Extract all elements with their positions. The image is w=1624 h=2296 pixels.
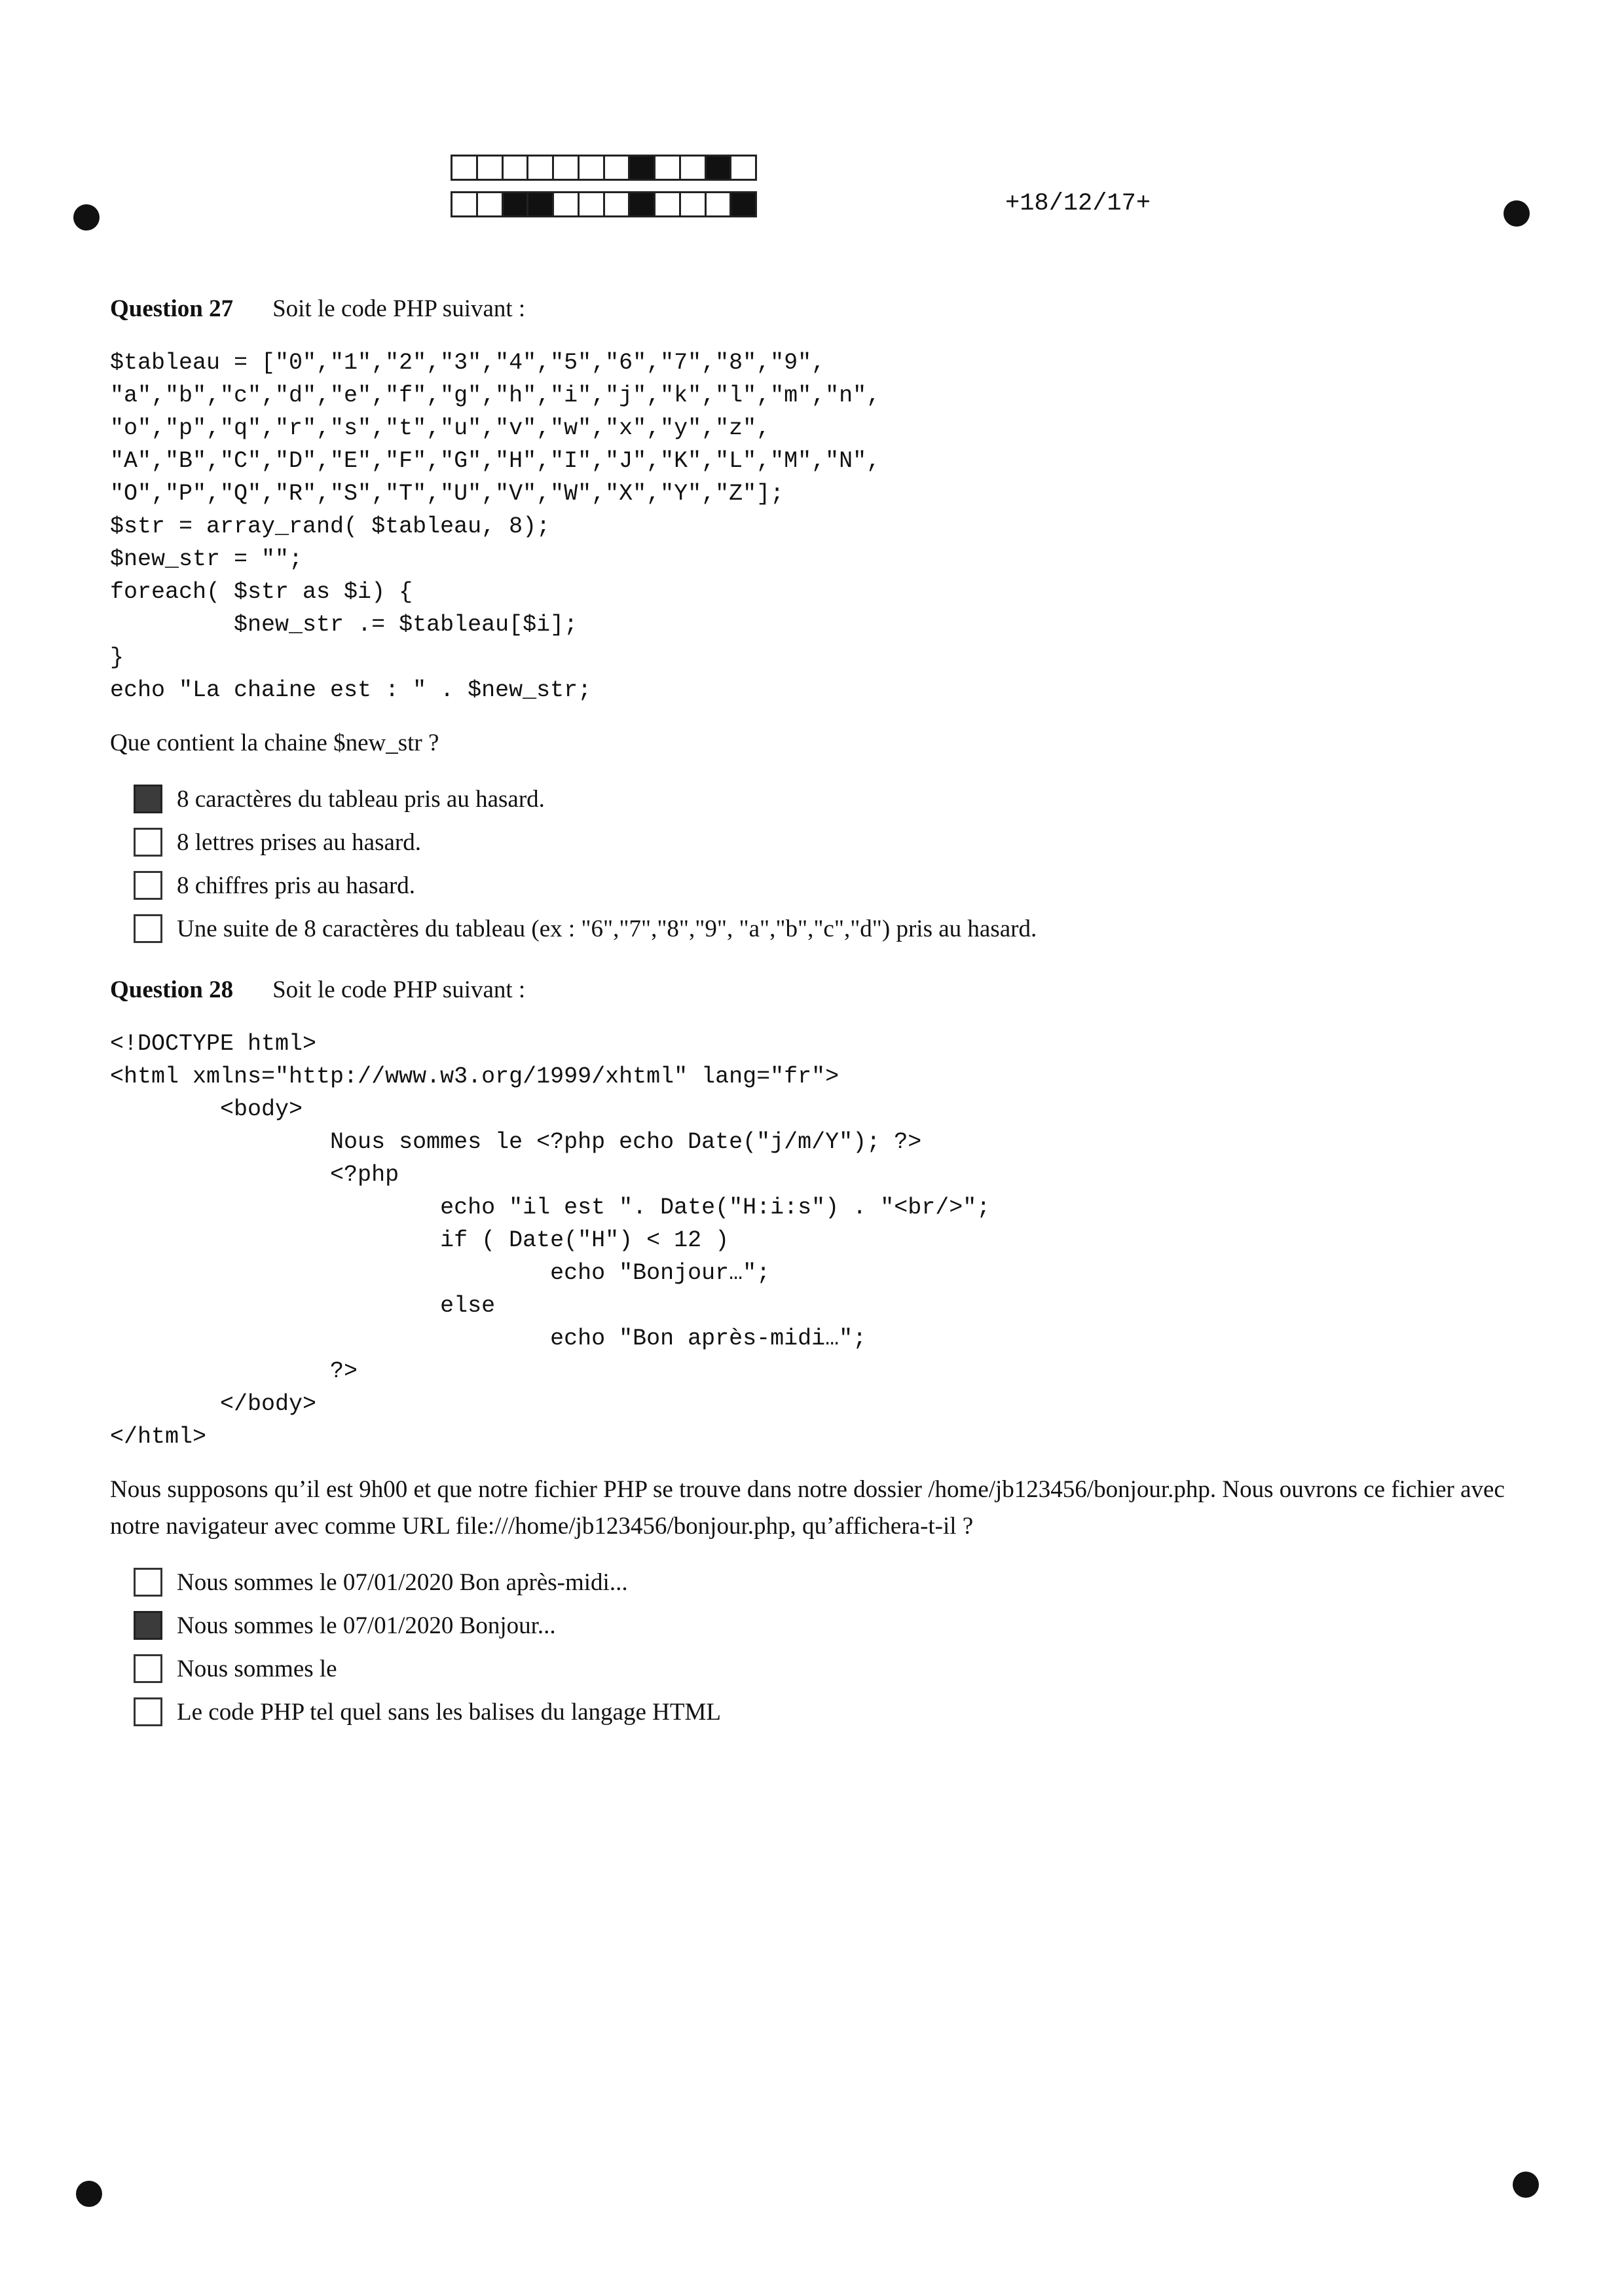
code-cell [707, 157, 732, 179]
answer-choice[interactable] [134, 777, 1524, 821]
question-28 [110, 976, 1524, 1733]
answer-choices [110, 777, 1524, 950]
code-cell [655, 157, 681, 179]
code-cell [452, 157, 478, 179]
corner-marker-bottom-left [76, 2181, 102, 2207]
choice-label: 8 lettres prises au hasard. [177, 828, 421, 856]
checkbox[interactable] [134, 1568, 162, 1597]
question-header [110, 976, 1524, 1004]
code-cell [630, 157, 655, 179]
choice-label: Le code PHP tel quel sans les balises du langage HTML [177, 1698, 721, 1726]
code-cell [504, 193, 529, 215]
code-row [451, 191, 757, 217]
question-prompt: Nous supposons qu’il est 9h00 et que notre fichier PHP se trouve dans notre dossier /home/jb123456/bonjour.php. Nous ouvrons ce fichier avec notre navigateur avec comme URL file:///home/jb123456/bonjour.php, qu’affichera-t-il ? [110, 1476, 1505, 1540]
checkbox[interactable] [134, 828, 162, 857]
code-cell [605, 157, 631, 179]
checkbox[interactable] [134, 1611, 162, 1640]
code-block: <!DOCTYPE html> <html xmlns="http://www.w3.org/1999/xhtml" lang="fr"> <body> Nous sommes le <?php echo Date("j/m/Y"); ?> <?php echo "il est ". Date("H:i:s") . "<br/>"; if ( Date("H") < 12 ) echo "Bonjour…"; else echo "Bon après-midi…"; ?> </body> </html> [110, 1031, 991, 1450]
choice-label: 8 chiffres pris au hasard. [177, 872, 416, 899]
answer-choice[interactable] [134, 1604, 1524, 1647]
code-cell [681, 157, 707, 179]
code-cell [580, 193, 605, 215]
corner-marker-bottom-right [1513, 2172, 1539, 2198]
page-code-boxes [451, 155, 757, 228]
answer-choice[interactable] [134, 1561, 1524, 1604]
code-cell [452, 193, 478, 215]
code-cell [504, 157, 529, 179]
code-cell [707, 193, 732, 215]
question-intro: Soit le code PHP suivant : [272, 976, 526, 1003]
code-cell [731, 193, 755, 215]
choice-label: Une suite de 8 caractères du tableau (ex : "6","7","8","9", "a","b","c","d") pris au hasard. [177, 915, 1037, 942]
question-number: Question 27 [110, 295, 234, 322]
answer-choice[interactable] [134, 864, 1524, 907]
answer-choice[interactable] [134, 1647, 1524, 1690]
page-identifier: +18/12/17+ [1005, 190, 1151, 217]
checkbox[interactable] [134, 871, 162, 900]
code-cell [605, 193, 631, 215]
corner-marker-top-right [1504, 200, 1530, 227]
code-cell [528, 193, 554, 215]
code-cell [655, 193, 681, 215]
choice-label: Nous sommes le 07/01/2020 Bonjour... [177, 1612, 556, 1639]
question-27 [110, 295, 1524, 950]
answer-choice[interactable] [134, 1690, 1524, 1733]
code-cell [630, 193, 655, 215]
question-number: Question 28 [110, 976, 234, 1003]
code-cell [478, 157, 504, 179]
question-header [110, 295, 1524, 323]
question-intro: Soit le code PHP suivant : [272, 295, 526, 322]
code-cell [580, 157, 605, 179]
code-cell [528, 157, 554, 179]
answer-choices [110, 1561, 1524, 1733]
answer-choice[interactable] [134, 821, 1524, 864]
choice-label: 8 caractères du tableau pris au hasard. [177, 785, 545, 813]
answer-choice[interactable] [134, 907, 1524, 950]
checkbox[interactable] [134, 914, 162, 943]
code-row [451, 155, 757, 181]
code-cell [554, 193, 580, 215]
checkbox[interactable] [134, 785, 162, 813]
code-cell [478, 193, 504, 215]
question-prompt: Que contient la chaine $new_str ? [110, 730, 439, 756]
corner-marker-top-left [73, 204, 100, 231]
checkbox[interactable] [134, 1697, 162, 1726]
code-cell [731, 157, 755, 179]
code-cell [554, 157, 580, 179]
checkbox[interactable] [134, 1654, 162, 1683]
code-cell [681, 193, 707, 215]
choice-label: Nous sommes le [177, 1655, 337, 1682]
choice-label: Nous sommes le 07/01/2020 Bon après-midi... [177, 1568, 628, 1596]
code-block: $tableau = ["0","1","2","3","4","5","6","7","8","9", "a","b","c","d","e","f","g","h","i","j","k","l","m","n", "o","p","q","r","s","t","u","v","w","x","y","z", "A","B","C","D","E","F","G","H","I","J","K","L","M","N", "O","P","Q","R","S","T","U","V","W","X","Y","Z"]; $str = array_rand( $tableau, 8); $new_str = ""; foreach( $str as $i) { $new_str .= $tableau[$i]; } echo "La chaine est : " . $new_str; [110, 350, 881, 703]
